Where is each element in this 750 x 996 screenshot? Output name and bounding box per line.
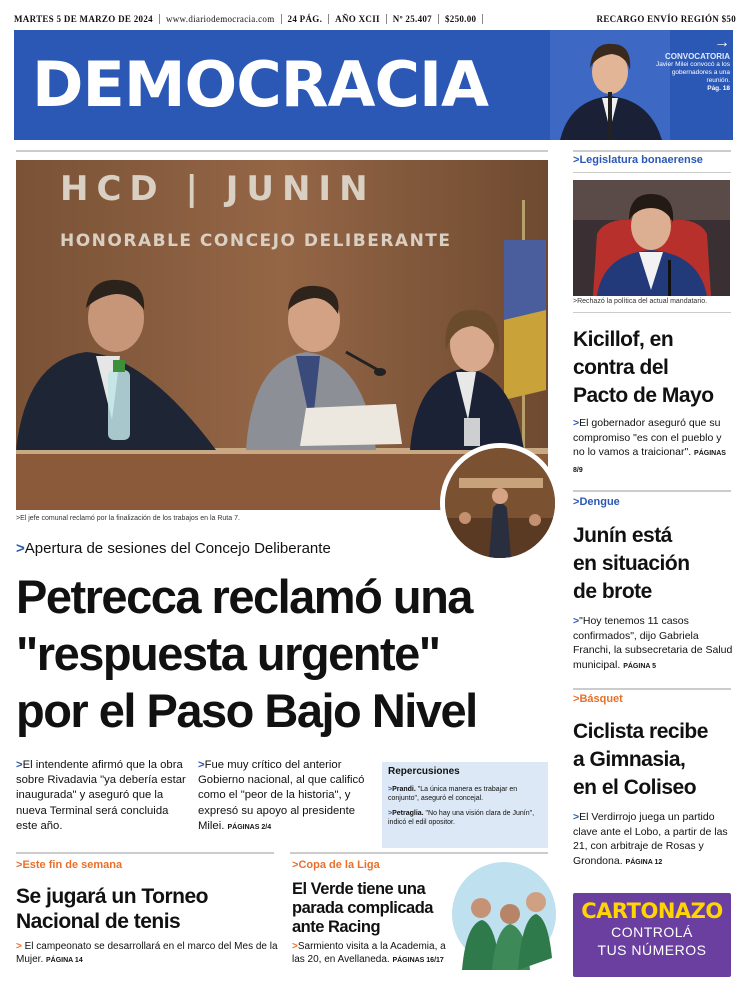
arrow-right-icon: →: [714, 34, 730, 51]
rep-petraglia: >Petraglia. "No hay una visión clara de Junín", indicó el edil opositor.: [388, 810, 535, 826]
divider: [290, 852, 548, 854]
price: $250.00: [439, 14, 483, 24]
divider: [573, 490, 731, 492]
tenis-summary: > El campeonato se desarrollará en el marco del Mes de la Mujer. PÁGINA 14: [16, 941, 278, 965]
copa-summary: >Sarmiento visita a la Academia, a las 20, en Avellaneda. PÁGINAS 16/17: [292, 941, 446, 965]
edition-year: AÑO XCII: [329, 14, 387, 24]
cartonazo-promo[interactable]: [573, 893, 731, 977]
repercusiones-box: [382, 762, 548, 848]
teaser-page: Pág. 18: [707, 85, 730, 92]
main-photo-caption: >El jefe comunal reclamó por la finalización de los trabajos en la Ruta 7.: [16, 515, 240, 522]
divider: [573, 688, 731, 690]
surcharge: RECARGO ENVÍO REGIÓN $50: [596, 14, 736, 24]
dengue-kicker: >Dengue: [573, 496, 620, 508]
divider: [573, 150, 731, 152]
session-inset-photo: [440, 443, 560, 563]
kicillof-summary: >El gobernador aseguró que su compromiso "es con el pueblo y no lo vamos a traicionar". PÁGINAS 8/9: [573, 417, 726, 474]
edition-number: Nº 25.407: [387, 14, 439, 24]
copa-headline[interactable]: El Verde tiene una parada complicada ante Racing: [292, 880, 433, 936]
repercusiones-title: Repercusiones: [388, 766, 460, 777]
main-headline[interactable]: Petrecca reclamó una "respuesta urgente" por el Paso Bajo Nivel: [16, 570, 477, 737]
edition-info-bar: [14, 10, 736, 28]
main-column-2: >Fue muy crítico del anterior Gobierno nacional, al que calificó como el "peor de la historia", y expresó su apoyo al presidente Milei. PÁGINAS 2/4: [198, 759, 365, 832]
kicillof-headline[interactable]: Kicillof, en contra del Pacto de Mayo: [573, 328, 714, 407]
legislatura-kicker: >Legislatura bonaerense: [573, 154, 703, 166]
edition-date: MARTES 5 DE MARZO DE 2024: [14, 14, 160, 24]
milei-photo: [550, 30, 670, 140]
promo-title: CARTONAZO: [581, 899, 723, 923]
divider: [573, 312, 731, 313]
rep-prandi: >Prandi. "La única manera es trabajar en conjunto", aseguró el concejal.: [388, 786, 518, 802]
sign-honorable: HONORABLE CONCEJO DELIBERANTE: [60, 231, 452, 251]
sign-hcd-junin: HCD | JUNIN: [60, 169, 376, 209]
divider: [573, 172, 731, 173]
promo-line-1: CONTROLÁ: [611, 924, 693, 940]
kicillof-photo: [573, 180, 730, 296]
masthead: [14, 30, 733, 140]
kicillof-caption: >Rechazó la política del actual mandatario.: [573, 298, 708, 305]
basquet-headline[interactable]: Ciclista recibe a Gimnasia, en el Coliseo: [573, 720, 708, 799]
main-kicker: >Apertura de sesiones del Concejo Deliberante: [16, 540, 331, 557]
dengue-headline[interactable]: Junín está en situación de brote: [573, 524, 690, 603]
main-column-1: >El intendente afirmó que la obra sobre Rivadavia "ya debería estar inaugurada" y aseguró que la nueva Terminal será concluida este año.: [16, 759, 186, 832]
page-count: 24 PÁG.: [282, 14, 330, 24]
teaser-kicker: CONVOCATORIA: [664, 52, 730, 61]
dengue-summary: >"Hoy tenemos 11 casos confirmados", dijo Gabriela Franchi, la subsecretaria de Salud municipal. PÁGINA 5: [573, 615, 733, 671]
tenis-kicker: >Este fin de semana: [16, 859, 123, 871]
tenis-headline[interactable]: Se jugará un Torneo Nacional de tenis: [16, 885, 208, 933]
copa-kicker: >Copa de la Liga: [292, 859, 380, 871]
promo-line-2: TUS NÚMEROS: [597, 942, 707, 958]
basquet-kicker: >Básquet: [573, 693, 623, 705]
divider: [16, 852, 274, 854]
teaser-text: Javier Milei convocó a los gobernadores a una reunión.: [655, 61, 730, 84]
teaser-convocatoria[interactable]: [654, 34, 730, 93]
divider: [16, 150, 548, 152]
website-link[interactable]: www.diariodemocracia.com: [160, 14, 282, 24]
basquet-summary: >El Verdirrojo juega un partido clave ante el Lobo, a partir de las 21, con arbitraje de Rosas y Grondona. PÁGINA 12: [573, 811, 728, 867]
players-photo: [448, 858, 560, 970]
newspaper-logo: DEMOCRACIA: [32, 48, 488, 121]
